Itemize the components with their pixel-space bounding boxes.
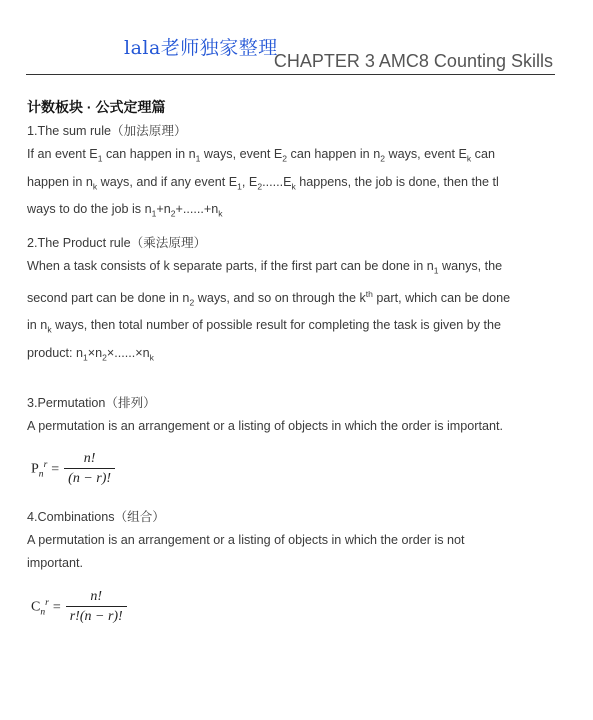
section-title: 计数板块 · 公式定理篇 xyxy=(27,99,166,115)
product-rule-line: product: $n_1\times n_2\times......\times n_k$ xyxy=(27,345,154,363)
sum-rule-line: ways to do the job is $n_1+n_2+......+n_k$ xyxy=(27,202,223,219)
combination-formula xyxy=(31,588,127,627)
fraction-numerator: n! xyxy=(83,451,96,466)
permutation-symbol: $P_n^r$ xyxy=(31,459,48,480)
combination-line: important. xyxy=(27,556,83,570)
fraction-denominator: (n − r)! xyxy=(64,468,115,489)
combination-line: A permutation is an arrangement or a listing of objects in which the order is not xyxy=(27,533,465,547)
combination-symbol: $C_n^r$ xyxy=(31,597,49,618)
equals-sign: = xyxy=(51,461,60,477)
combination-section xyxy=(27,506,557,575)
sum-rule-heading: 1.The sum rule（加法原理） xyxy=(27,124,187,138)
equals-sign: = xyxy=(52,599,61,615)
header-divider xyxy=(26,74,555,75)
watermark: lala老师独家整理 xyxy=(124,37,278,59)
chapter-title: CHAPTER 3 AMC8 Counting Skills xyxy=(273,51,553,71)
permutation-heading: 3.Permutation（排列） xyxy=(27,396,156,410)
combination-heading: 4.Combinations（组合） xyxy=(27,510,165,524)
fraction-denominator: r!(n − r)! xyxy=(66,606,127,627)
product-rule-line: When a task consists of k separate parts, if the first part can be done in $n_1$ wanys, the xyxy=(27,259,503,276)
sum-rule-line: If an event $E_1$ can happen in $n_1$ ways, event $E_2$ can happen in $n_2$ ways, event $E_k$ can xyxy=(27,147,495,164)
sum-rule-line: happen in $n_k$ ways, and if any event $E_1$, $E_2......E_k$ happens, the job is done, then the tl xyxy=(27,174,499,192)
product-rule-line: second part can be done in $n_2$ ways, and so on through the $k^{th}$ part, which can be done xyxy=(27,288,511,308)
permutation-section xyxy=(27,392,557,438)
product-rule-line: in $n_k$ ways, then total number of possible result for completing the task is given by the xyxy=(27,318,502,335)
permutation-fraction xyxy=(64,450,115,489)
product-rule-heading: 2.The Product rule（乘法原理） xyxy=(27,236,207,250)
combination-fraction xyxy=(66,588,127,627)
fraction-numerator: n! xyxy=(90,589,103,604)
sum-rule-section xyxy=(27,120,557,226)
permutation-line: A permutation is an arrangement or a listing of objects in which the order is important. xyxy=(27,419,504,433)
product-rule-section xyxy=(27,232,557,369)
permutation-formula xyxy=(31,450,115,489)
